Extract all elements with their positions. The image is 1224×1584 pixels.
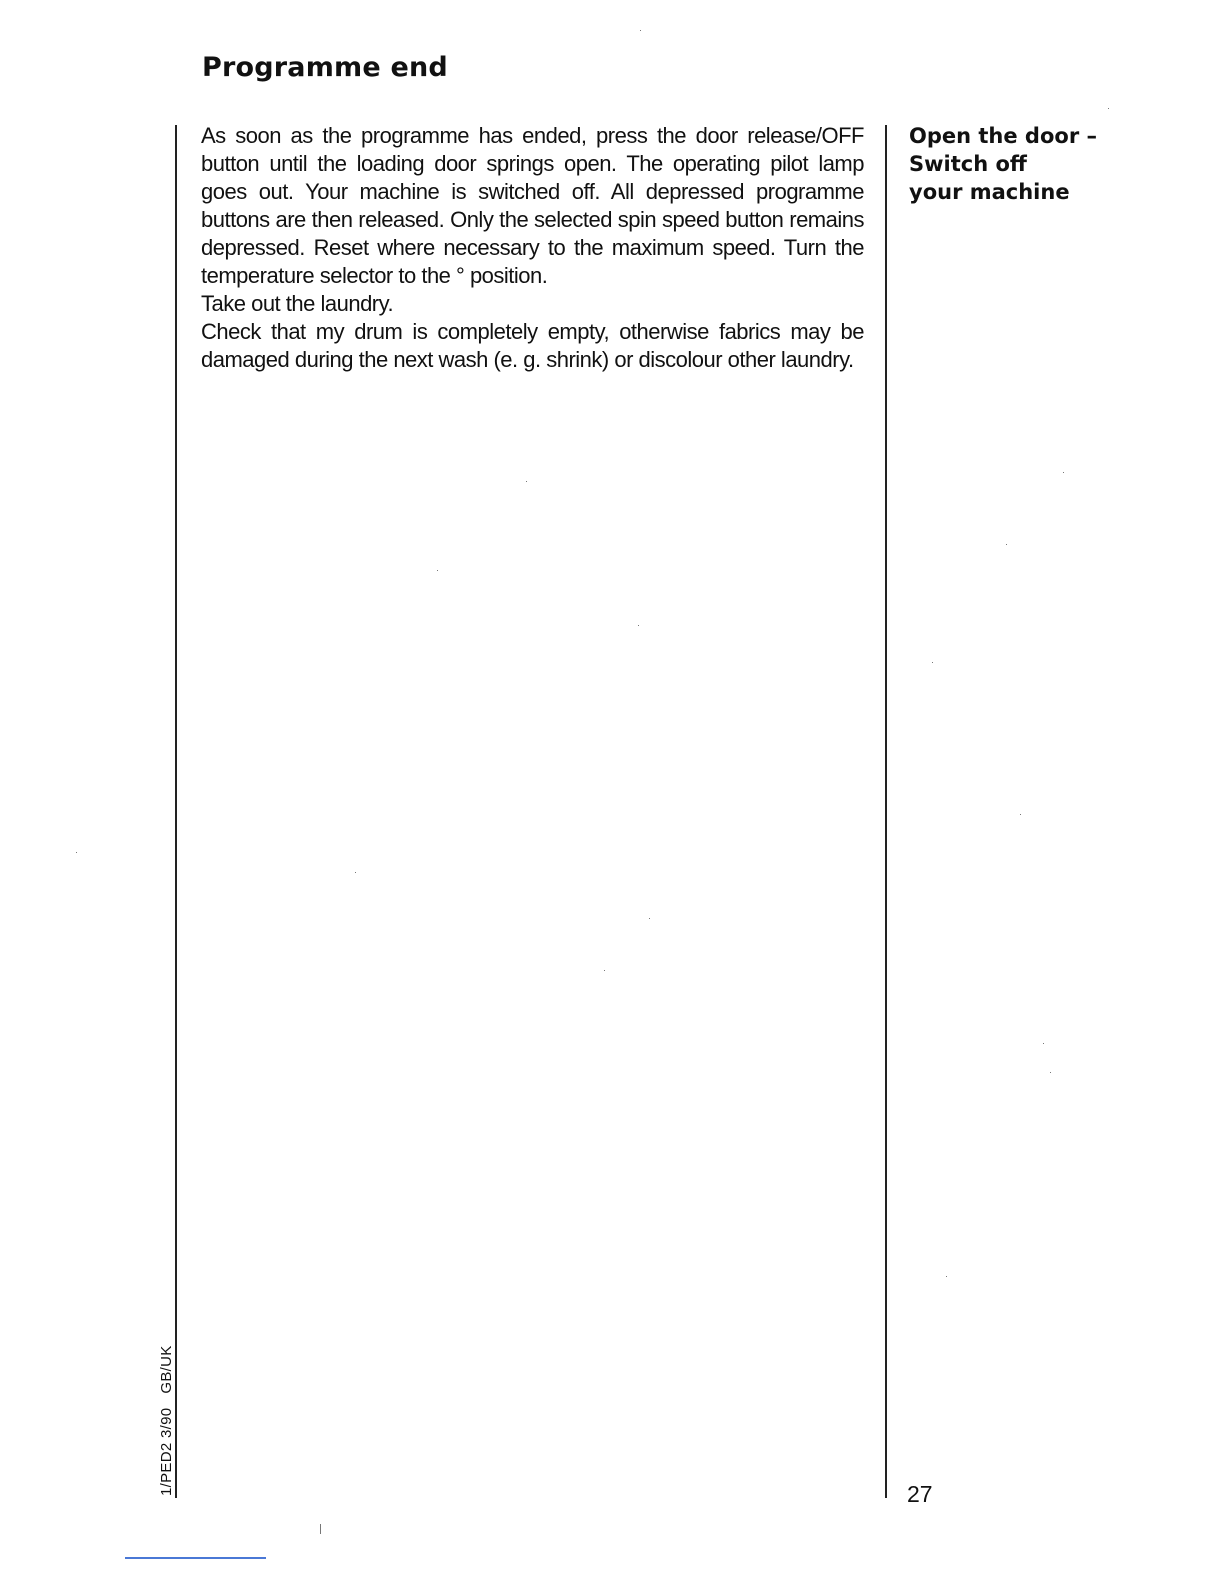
page-number: 27 bbox=[907, 1481, 933, 1507]
side-heading bbox=[909, 122, 1124, 206]
body-paragraph-instructions: As soon as the programme has ended, press the door release/OFF button until the loading door springs open. The operating pilot lamp goes out. Your machine is switched off. All depressed programme buttons are then released. Only the selected spin speed button remains depressed. Reset where necessary to the maximum speed. Turn the temperature selector to the ° position. bbox=[201, 123, 864, 288]
page-title: Programme end bbox=[202, 52, 448, 83]
right-margin-rule bbox=[885, 125, 887, 1498]
scan-speck bbox=[1020, 814, 1021, 815]
document-code bbox=[158, 1345, 176, 1496]
scan-speck bbox=[946, 1276, 947, 1277]
scan-speck bbox=[932, 662, 933, 663]
scan-speck bbox=[1050, 1072, 1051, 1073]
scan-speck bbox=[355, 872, 356, 873]
scan-speck bbox=[638, 625, 639, 626]
scan-speck bbox=[526, 481, 527, 482]
scan-speck bbox=[604, 970, 605, 971]
side-heading-line: Open the door – bbox=[909, 124, 1097, 148]
scan-speck bbox=[1108, 108, 1109, 109]
scan-speck bbox=[76, 852, 77, 853]
document-code-region: GB/UK bbox=[158, 1345, 175, 1394]
scan-speck bbox=[1006, 544, 1007, 545]
side-heading-line: your machine bbox=[909, 180, 1070, 204]
body-paragraph-laundry: Take out the laundry. bbox=[201, 291, 394, 316]
scan-speck bbox=[640, 30, 641, 31]
body-paragraph-drum-check: Check that my drum is completely empty, otherwise fabrics may be damaged during the next wash (e. g. shrink) or discolour other laundry. bbox=[201, 319, 864, 372]
scan-speck bbox=[649, 918, 650, 919]
side-heading-line: Switch off bbox=[909, 152, 1027, 176]
document-code-id: 1/PED2 3/90 bbox=[158, 1407, 175, 1496]
scan-speck bbox=[1063, 472, 1064, 473]
scan-edge-line bbox=[125, 1557, 266, 1559]
scan-speck bbox=[1043, 1043, 1044, 1044]
main-text-column bbox=[201, 122, 864, 374]
scan-speck bbox=[320, 1524, 321, 1534]
scan-speck bbox=[437, 570, 438, 571]
left-margin-rule bbox=[175, 125, 177, 1498]
